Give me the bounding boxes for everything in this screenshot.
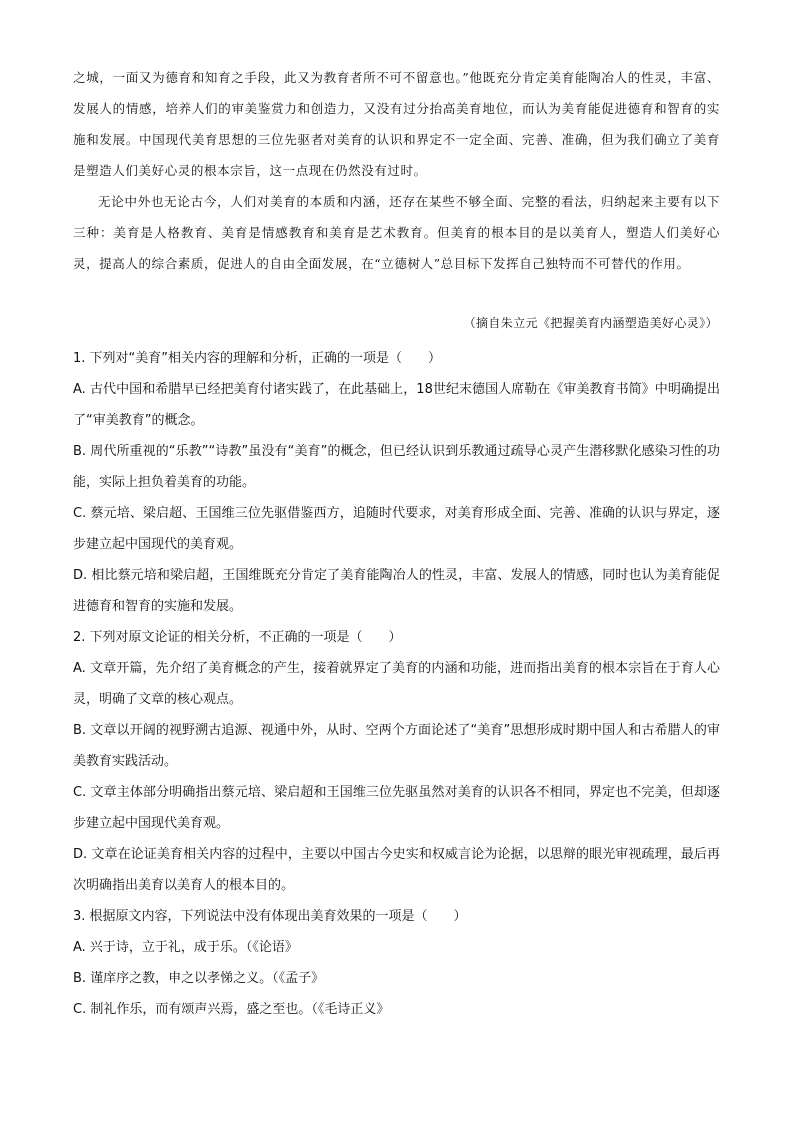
question-2	[73, 622, 720, 901]
question-section	[73, 343, 720, 1025]
question-stem: 3. 根据原文内容，下列说法中没有体现出美育效果的一项是（ ）	[73, 909, 467, 924]
question-3	[73, 901, 720, 1025]
option-c: C. 蔡元培、梁启超、王国维三位先驱借鉴西方，追随时代要求，对美育形成全面、完善、准确的认识与界定，逐步建立起中国现代的美育观。	[73, 506, 720, 552]
passage-paragraph-2: 无论中外也无论古今，人们对美育的本质和内涵，还存在某些不够全面、完整的看法，归纳起来主要有以下三种：美育是人格教育、美育是情感教育和美育是艺术教育。但美育的根本目的是以美育人，塑造人们美好心灵，提高人的综合素质，促进人的自由全面发展，在“立德树人”总目标下发挥自己独特而不可替代的作用。	[73, 194, 720, 271]
option-a: A. 文章开篇，先介绍了美育概念的产生，接着就界定了美育的内涵和功能，进而指出美育的根本宗旨在于育人心灵，明确了文章的核心观点。	[73, 661, 720, 707]
option-b: B. 文章以开阔的视野溯古追源、视通中外，从时、空两个方面论述了“美育”思想形成时期中国人和古希腊人的审美教育实践活动。	[73, 723, 720, 769]
passage-paragraph-1: 之城，一面又为德育和知育之手段，此又为教育者所不可不留意也。”他既充分肯定美育能陶冶人的性灵，丰富、发展人的情感，培养人们的审美鉴赏力和创造力，又没有过分抬高美育地位，而认为美育能促进德育和智育的实施和发展。中国现代美育思想的三位先驱者对美育的认识和界定不一定全面、完善、准确，但为我们确立了美育是塑造人们美好心灵的根本宗旨，这一点现在仍然没有过时。	[73, 70, 720, 178]
option-c: C. 文章主体部分明确指出蔡元培、梁启超和王国维三位先驱虽然对美育的认识各不相同，界定也不完美，但却逐步建立起中国现代美育观。	[73, 785, 720, 831]
option-d: D. 相比蔡元培和梁启超，王国维既充分肯定了美育能陶冶人的性灵，丰富、发展人的情感，同时也认为美育能促进德育和智育的实施和发展。	[73, 568, 720, 614]
option-a: A. 古代中国和希腊早已经把美育付诸实践了，在此基础上，18世纪末德国人席勒在《审美教育书简》中明确提出了“审美教育”的概念。	[73, 382, 720, 428]
source-citation: （摘自朱立元《把握美育内涵塑造美好心灵》）	[463, 316, 718, 330]
reading-passage	[73, 62, 720, 279]
question-stem: 1. 下列对“美育”相关内容的理解和分析，正确的一项是（ ）	[73, 351, 442, 366]
option-b: B. 周代所重视的“乐教”“诗教”虽没有“美育”的概念，但已经认识到乐教通过疏导心灵产生潜移默化感染习性的功能，实际上担负着美育的功能。	[73, 444, 720, 490]
question-stem: 2. 下列对原文论证的相关分析，不正确的一项是（ ）	[73, 630, 402, 645]
option-d: D. 文章在论证美育相关内容的过程中，主要以中国古今史实和权威言论为论据，以思辩的眼光审视疏理，最后再次明确指出美育以美育人的根本目的。	[73, 847, 720, 893]
option-a: A. 兴于诗，立于礼，成于乐。（《论语》	[73, 940, 298, 955]
question-1	[73, 343, 720, 622]
option-b: B. 谨庠序之教，申之以孝悌之义。（《孟子》	[73, 971, 325, 986]
option-c: C. 制礼作乐，而有颂声兴焉，盛之至也。（《毛诗正义》	[73, 1002, 390, 1017]
